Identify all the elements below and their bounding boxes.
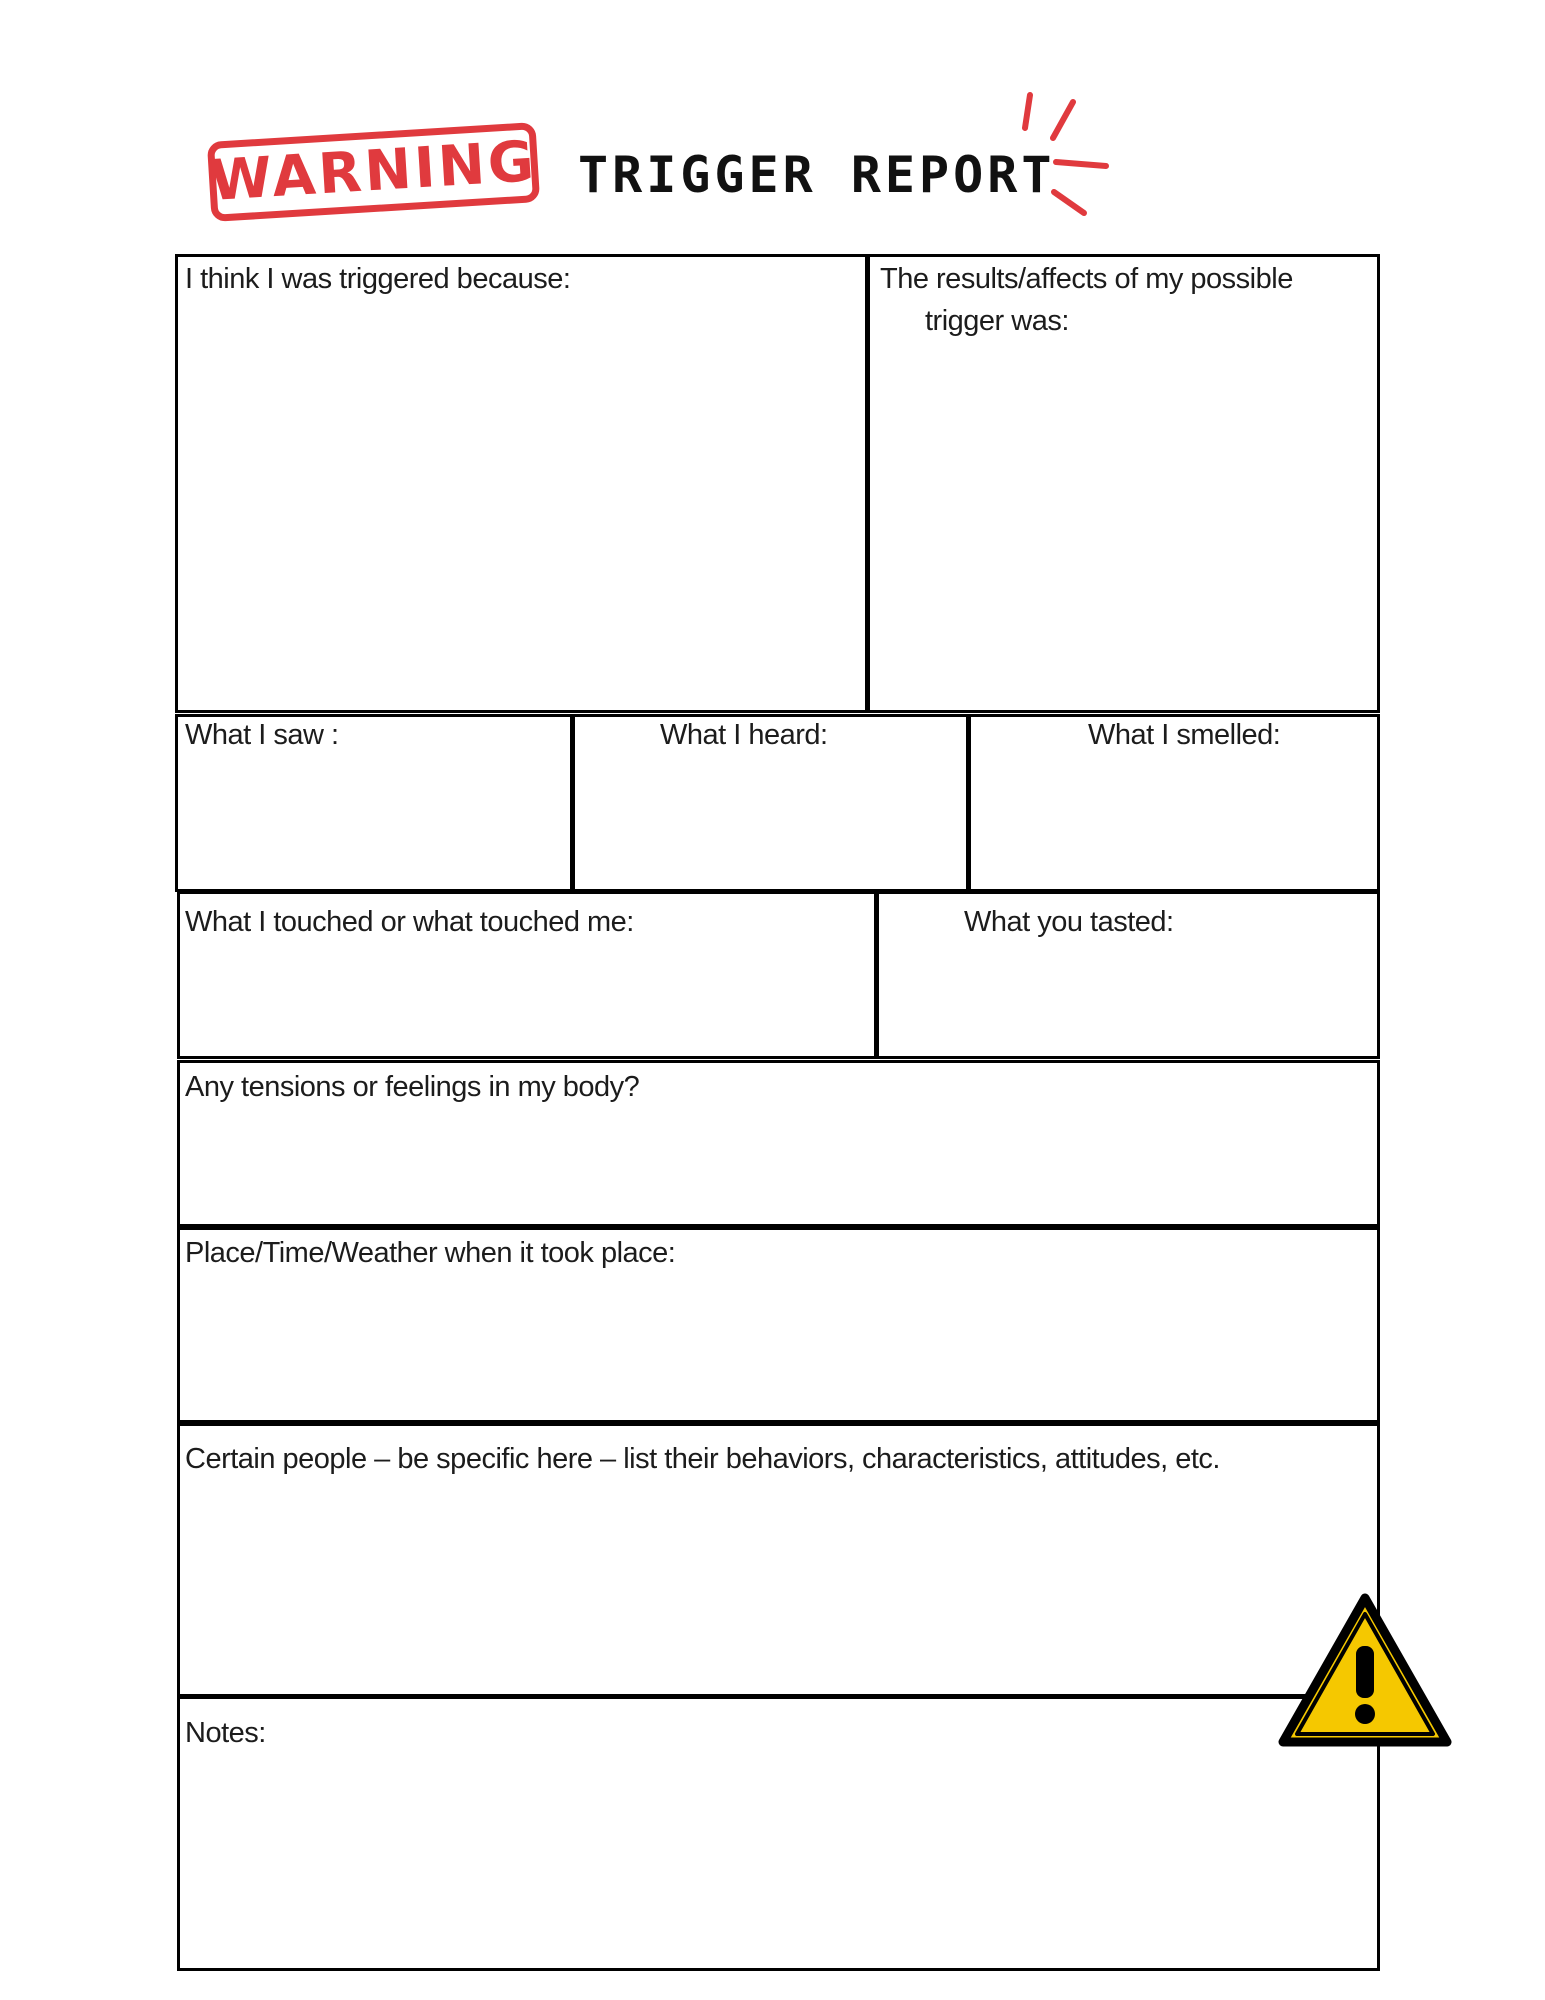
- results-label-line1: The results/affects of my possible: [880, 263, 1293, 295]
- results-label-line2: trigger was:: [925, 305, 1069, 337]
- tensions-label: Any tensions or feelings in my body?: [185, 1071, 640, 1103]
- notes-label: Notes:: [185, 1717, 266, 1749]
- notes-box[interactable]: [177, 1696, 1380, 1971]
- touched-label: What I touched or what touched me:: [185, 906, 634, 938]
- smelled-label: What I smelled:: [1088, 719, 1281, 751]
- triggered-because-box[interactable]: [175, 254, 868, 713]
- page-title: TRIGGER REPORT: [578, 146, 1056, 204]
- heard-label: What I heard:: [660, 719, 828, 751]
- warning-triangle-icon: [1275, 1590, 1455, 1750]
- tasted-label: What you tasted:: [964, 906, 1174, 938]
- triggered-because-label: I think I was triggered because:: [185, 263, 571, 295]
- emphasis-burst-icon: [1020, 90, 1120, 220]
- warning-stamp-text: WARNING: [208, 129, 539, 214]
- certain-people-label: Certain people – be specific here – list their behaviors, characteristics, attitudes, etc.: [185, 1443, 1220, 1475]
- saw-label: What I saw :: [185, 719, 339, 751]
- place-time-weather-label: Place/Time/Weather when it took place:: [185, 1237, 676, 1269]
- warning-stamp: [207, 122, 540, 222]
